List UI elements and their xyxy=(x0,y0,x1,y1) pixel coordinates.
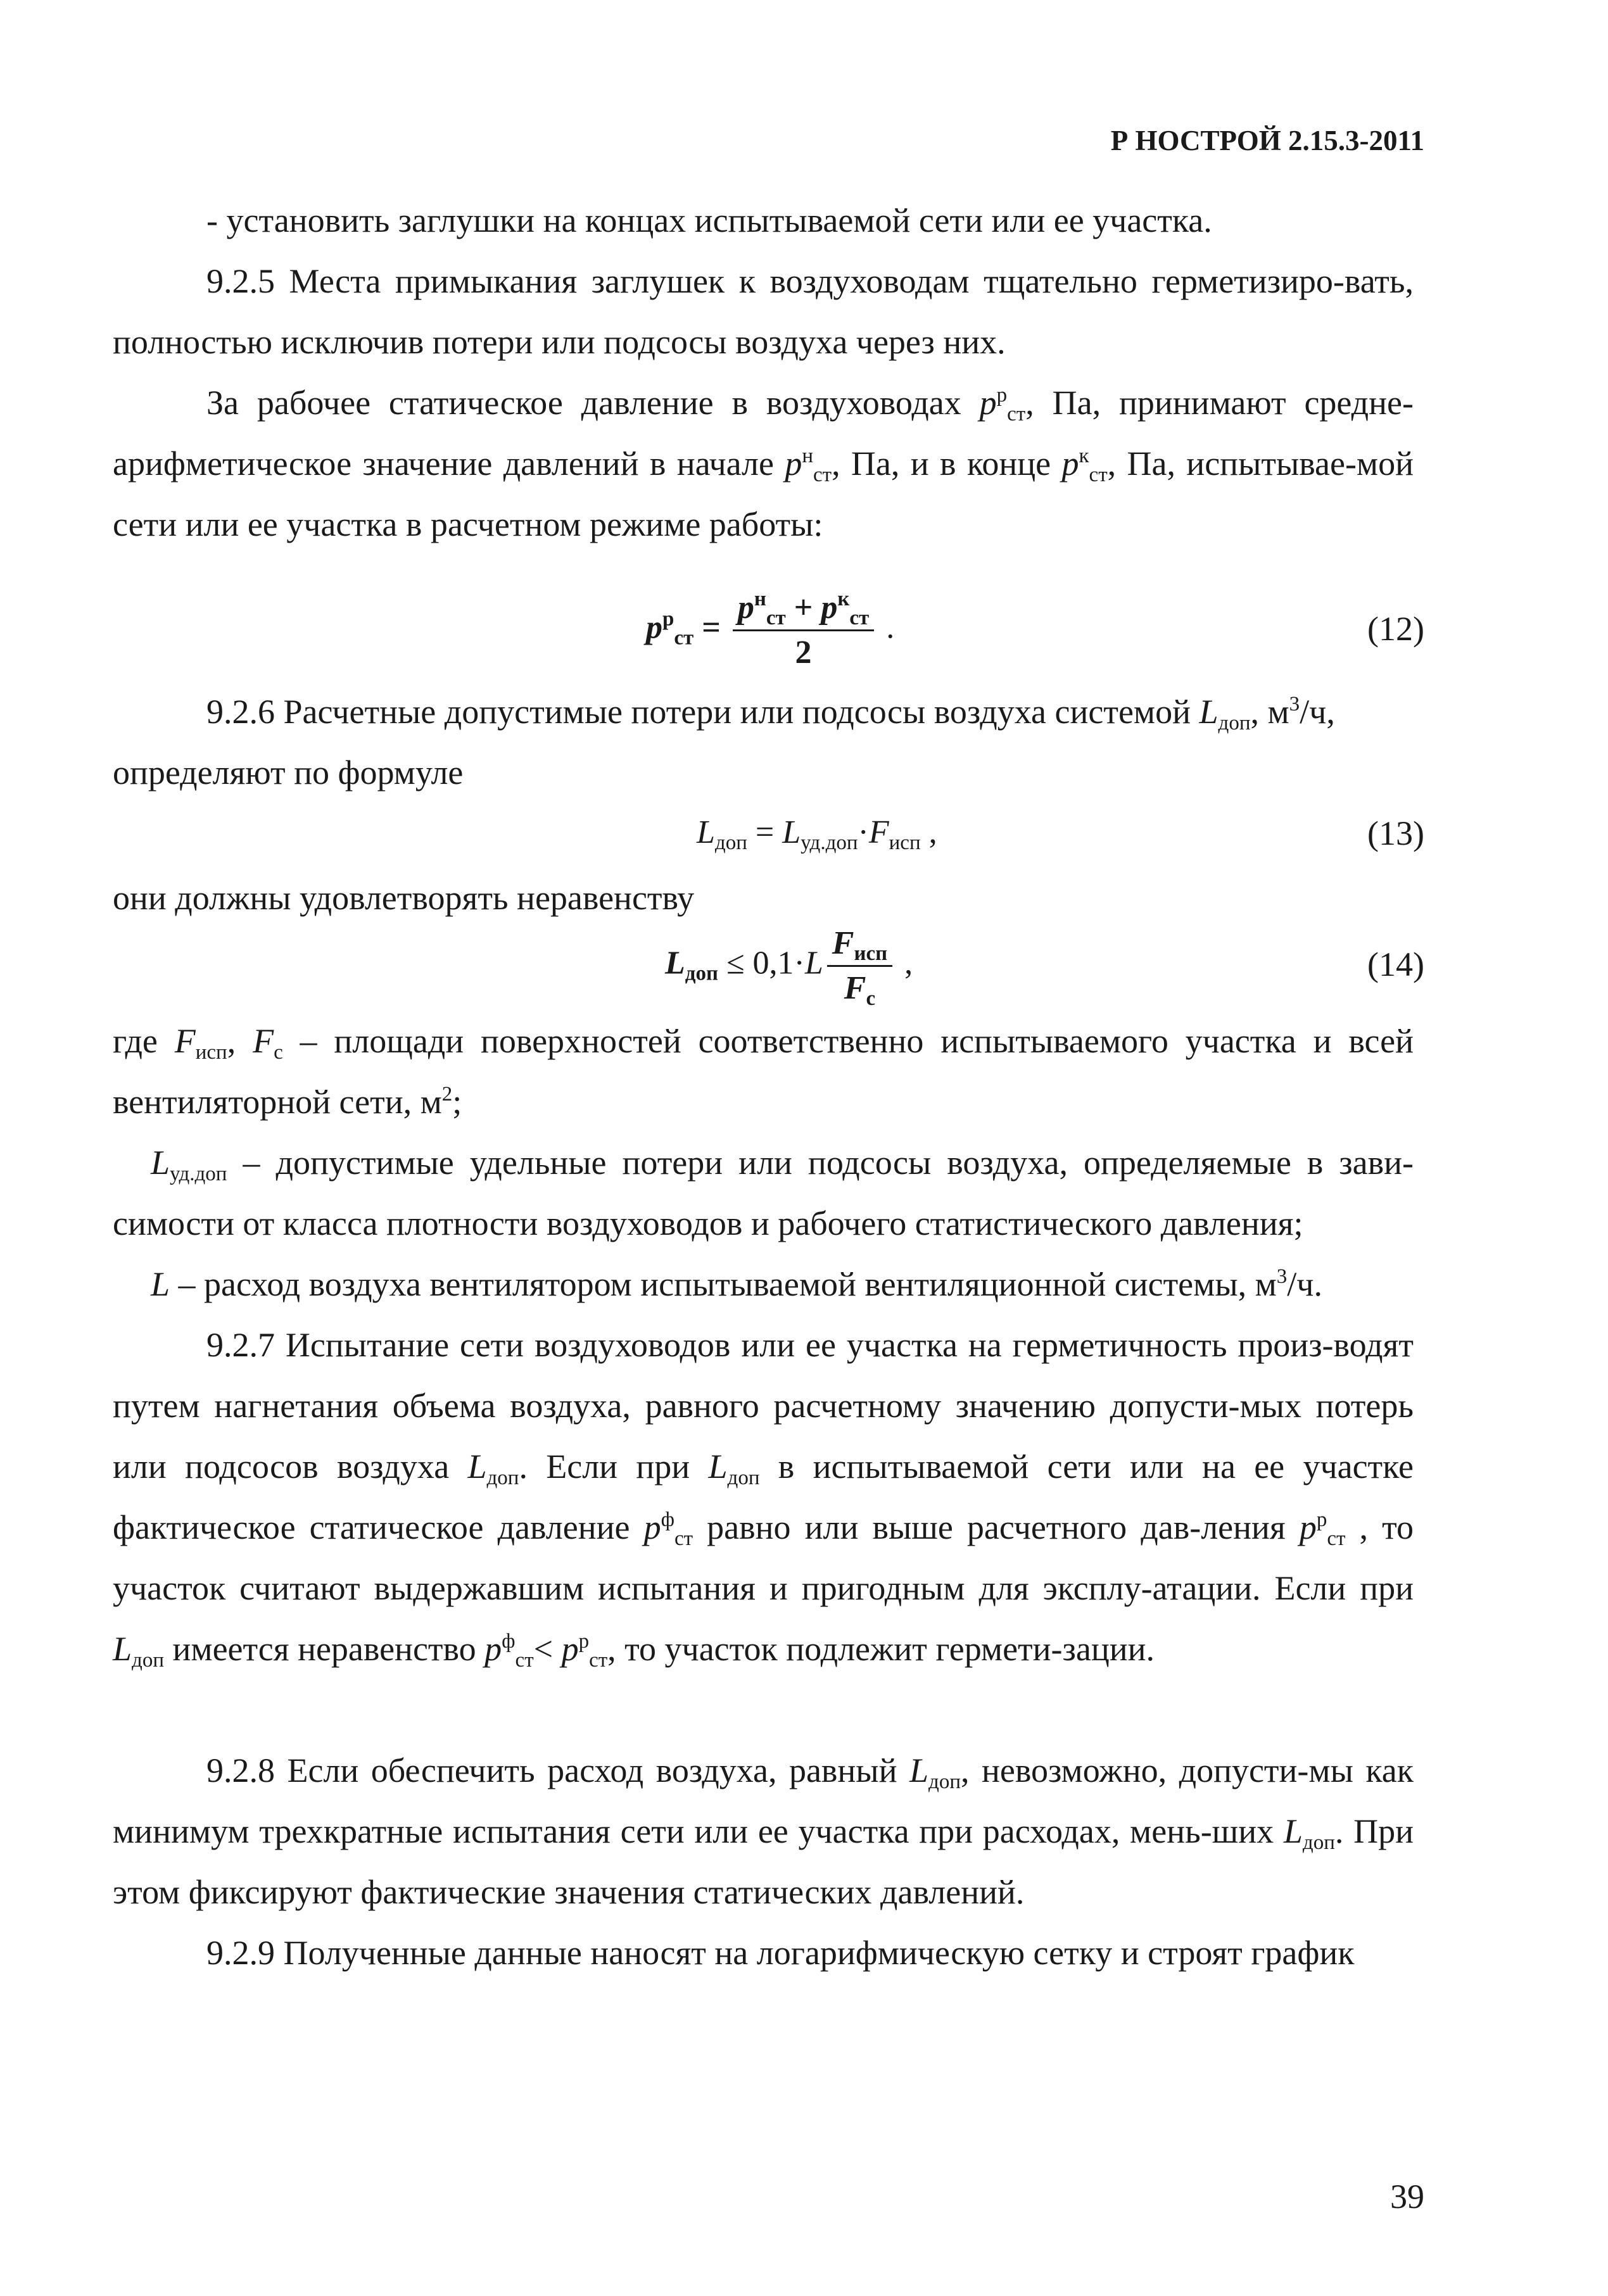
formula-14: $L_{доп} \le 0,1\cdot L$ $\frac{F_{исп}}{F_с}$ , xyxy=(665,925,913,1010)
formula-13: $L_{доп} = L_{уд.доп}\cdot F_{исп}$ , xyxy=(697,814,937,854)
equation-number-13: (13) xyxy=(1367,814,1424,852)
paragraph-determine-by-formula: определяют по формуле xyxy=(113,754,464,792)
paragraph-plugs: - установить заглушки на концах испытываемой сети или ее участка. xyxy=(206,201,1212,239)
equation-number-14: (14) xyxy=(1367,945,1424,983)
paragraph-9-2-9: 9.2.9 Полученные данные наносят на логарифмическую сетку и строят график xyxy=(206,1934,1355,1972)
paragraph-inequality-intro: они должны удовлетворять неравенству xyxy=(113,879,695,917)
paragraph-9-2-6: 9.2.6 Расчетные допустимые потери или подсосы воздуха системой $L_{доп}$, $м^3/ч$, xyxy=(206,693,1335,735)
page-number: 39 xyxy=(1390,2178,1424,2216)
paragraph-working-pressure: За рабочее статическое давление в воздуховодах $p^р_{ст}$, Па, принимают средне-арифметическое значение давлений в начале $p^н_{ст}$, Па, и в конце $p^к_{ст}$, Па, испытывае-мой сети или ее участка в расчетном режиме работы: xyxy=(113,384,1414,543)
paragraph-9-2-7: 9.2.7 Испытание сети воздуховодов или ее участка на герметичность произ-водят путем нагнетания объема воздуха, равного расчетному значению допусти-мых потерь или подсосов воздуха $L_{доп}$. Если при $L_{доп}$ в испытываемой сети или на ее участке фактическое статическое давление $p^ф_{ст}$ равно или выше расчетного дав-ления $p^р_{ст}$ , то участок считают выдержавшим испытания и пригодным для эксплу-атации. Если при $L_{доп}$ имеется неравенство $p^ф_{ст}< p^р_{ст}$, то участок подлежит гермети-зации. xyxy=(113,1326,1414,1672)
paragraph-fan-airflow: L – расход воздуха вентилятором испытываемой вентиляционной системы, $м^3/ч$. xyxy=(151,1265,1322,1303)
paragraph-9-2-5: 9.2.5 Места примыкания заглушек к воздуховодам тщательно герметизиро-вать, полностью исключив потери или подсосы воздуха через них. xyxy=(113,262,1414,361)
formula-12: $p^р_{ст}$ = $\frac{p^н_{ст} + p^к_{ст}}{2}$ . xyxy=(646,588,895,671)
paragraph-9-2-8: 9.2.8 Если обеспечить расход воздуха, равный $L_{доп}$, невозможно, допусти-мы как минимум трехкратные испытания сети или ее участка при расходах, мень-ших $L_{доп}$. При этом фиксируют фактические значения статических давлений. xyxy=(113,1751,1414,1911)
equation-number-12: (12) xyxy=(1367,610,1424,648)
document-code-header: Р НОСТРОЙ 2.15.3-2011 xyxy=(1110,125,1424,156)
paragraph-specific-losses: $L_{уд.доп}$ – допустимые удельные потери или подсосы воздуха, определяемые в зави-симости от класса плотности воздуховодов и рабочего статистического давления; xyxy=(113,1144,1414,1242)
paragraph-where-areas: где $F_{исп}$, $F_с$ – площади поверхностей соответственно испытываемого участка и всей вентиляторной сети, $м^2$; xyxy=(113,1022,1414,1121)
